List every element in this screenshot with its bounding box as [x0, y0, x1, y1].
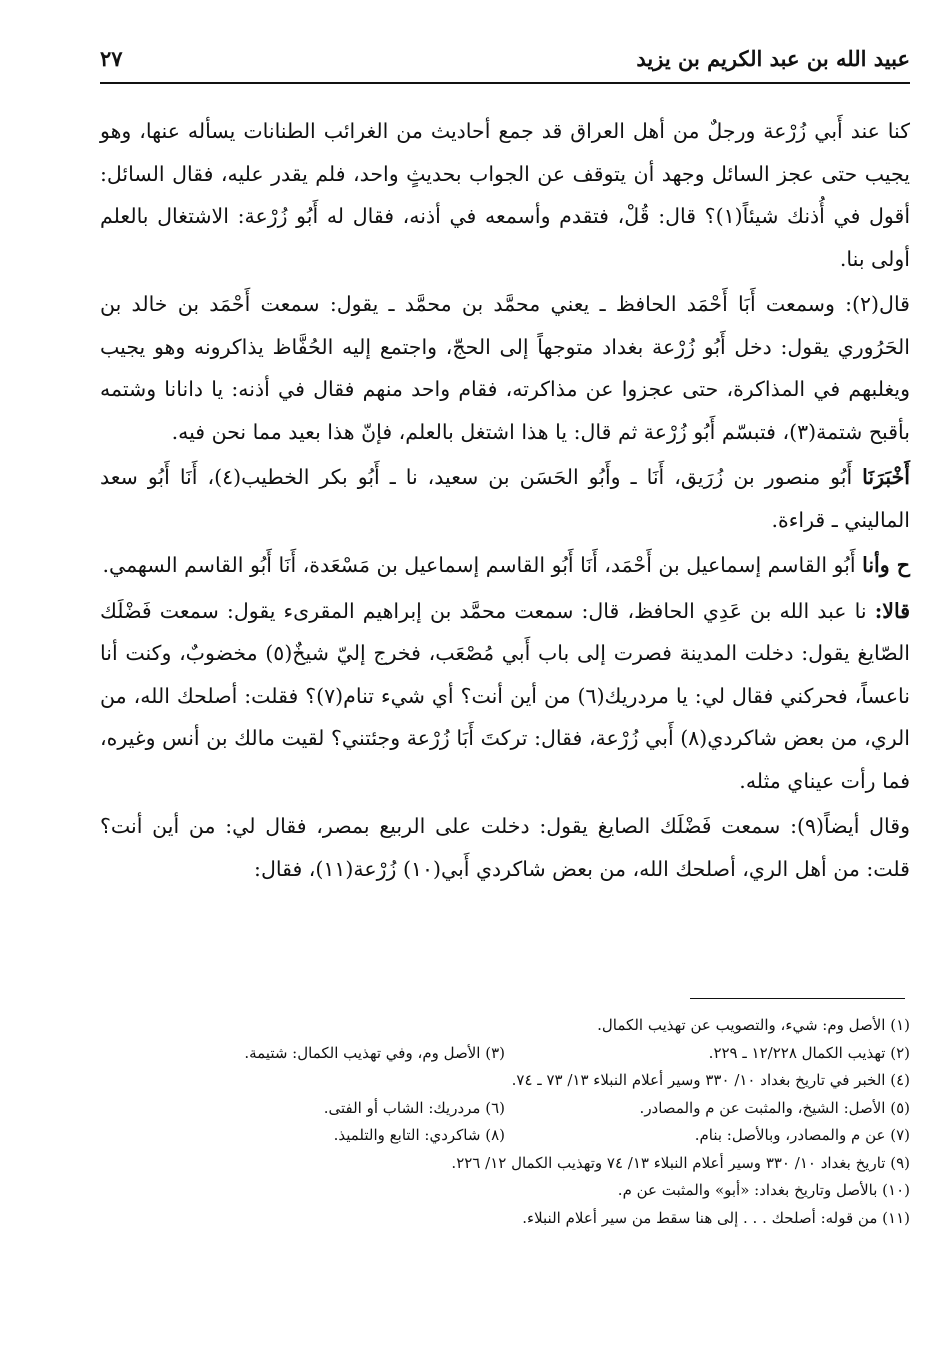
footnote: (٧) عن م والمصادر، وبالأصل: بنام.: [694, 1126, 910, 1144]
paragraph-text: قال(٢): وسمعت أَبَا أَحْمَد الحافظ ـ يعني محمَّد بن محمَّد ـ يقول: سمعت أَحْمَد بن خالد بن الحَرُوري يقول: دخل أَبُو زُرْعة بغداد متوجهاً إلى الحجّ، واجتمع إليه الحُفَّاظ يذاكرونه وهو يجيب ويغلبهم في المذاكرة، حتى عجزوا عن مذاكرته، فقام واحد منهم فقال في أذنه: يا دانانا وشتمه بأقبح شتمة(٣)، فتبسّم أَبُو زُرْعة ثم قال: يا هذا اشتغل بالعلم، فإنّ هذا بعيد مما نحن فيه.: [100, 292, 910, 444]
paragraph: [100, 110, 910, 280]
footnote: (١٠) بالأصل وتاريخ بغداد: «أبو» والمثبت عن م.: [617, 1181, 910, 1199]
paragraph-text: نا عبد الله بن عَدِي الحافظ، قال: سمعت محمَّد بن إبراهيم المقرىء يقول: سمعت فَضْلَك الصّايغ يقول: دخلت المدينة فصرت إلى باب أَبي مُصْعَب، فخرج إليّ شيخٌ(٥) مخضوبٌ، وكنت أنا ناعساً، فحركني فقال لي: يا مردريك(٦) من أين أنت؟ أي شيء تنام(٧)؟ فقلت: أصلحك الله، من الري، من بعض شاكردي(٨) أَبي زُرْعة، فقال: تركتَ أَبَا زُرْعة وجئتني؟ لقيت مالك بن أنس وغيره، فما رأت عيناي مثله.: [100, 598, 910, 793]
paragraph: [100, 544, 910, 587]
paragraph-text: وقال أيضاً(٩): سمعت فَضْلَك الصايغ يقول: دخلت على الربيع بمصر، فقال لي: من أين أنت؟ قلت: من أهل الري، أصلحك الله، من بعض شاكردي أَبي(١٠) زُرْعة(١١)، فقال:: [100, 814, 911, 881]
footnote: (٢) تهذيب الكمال ١٢/٢٢٨ ـ ٢٢٩.: [708, 1043, 910, 1062]
paragraph-lead: أَخْبَرَنَا: [862, 465, 910, 489]
footnote: (٥) الأصل: الشيخ، والمثبت عن م والمصادر.: [639, 1098, 910, 1117]
paragraph: [100, 590, 910, 803]
running-header: [100, 38, 910, 78]
paragraph-lead: قالا:: [874, 598, 910, 623]
page-number: ٢٧: [100, 46, 123, 71]
paragraph: [100, 283, 910, 453]
paragraph-text: كنا عند أَبي زُرْعة ورجلٌ من أهل العراق قد جمع أحاديث من الغرائب الطنانات يسأله عنها، وهو يجيب حتى عجز السائل وجهد أن يتوقف عن الجواب بحديثٍ واحد، فلم يقدر عليه، فقال السائل: أقول في أُذنك شيئاً(١)؟ قال: قُلْ، فتقدم وأسمعه في أذنه، فقال له أَبُو زُرْعة: الاشتغال بالعلم أولى بنا.: [100, 119, 911, 271]
footnote: (٨) شاكردي: التابع والتلميذ.: [333, 1126, 505, 1144]
header-rule: [100, 82, 910, 84]
paragraph-text: أَبُو القاسم إسماعيل بن أَحْمَد، أَنَا أَبُو القاسم إسماعيل بن مَسْعَدة، أَنَا أَبُو القاسم السهمي.: [102, 553, 863, 577]
footnote: (٣) الأصل وم، وفي تهذيب الكمال: شتيمة.: [244, 1043, 505, 1062]
footnote: (٩) تاريخ بغداد ١٠/ ٣٣٠ وسير أعلام النبلاء ١٣/ ٧٤ وتهذيب الكمال ١٢/ ٢٢٦.: [451, 1153, 910, 1172]
footnote: (٤) الخبر في تاريخ بغداد ١٠/ ٣٣٠ وسير أعلام النبلاء ١٣/ ٧٣ ـ ٧٤.: [511, 1071, 910, 1089]
running-title: عبيد الله بن عبد الكريم بن يزيد: [636, 46, 910, 71]
footnote: (٦) مردريك: الشاب أو الفتى.: [323, 1098, 505, 1117]
paragraph: [100, 456, 910, 541]
footnote: (١) الأصل وم: شيء، والتصويب عن تهذيب الكمال.: [597, 1016, 910, 1034]
paragraph-text: أَبُو منصور بن زُرَيق، أَنَا ـ وأَبُو الحَسَن بن سعيد، نا ـ أَبُو بكر الخطيب(٤)، أَنَا أَبُو سعد الماليني ـ قراءة.: [100, 465, 910, 532]
footnote-rule: [690, 998, 905, 999]
main-text: [100, 110, 910, 893]
paragraph-lead: ح وأنا: [862, 553, 910, 577]
paragraph: [100, 805, 910, 890]
footnotes: [100, 1012, 910, 1232]
footnote: (١١) من قوله: أصلحك . . . إلى هنا سقط من سير أعلام النبلاء.: [522, 1208, 910, 1227]
